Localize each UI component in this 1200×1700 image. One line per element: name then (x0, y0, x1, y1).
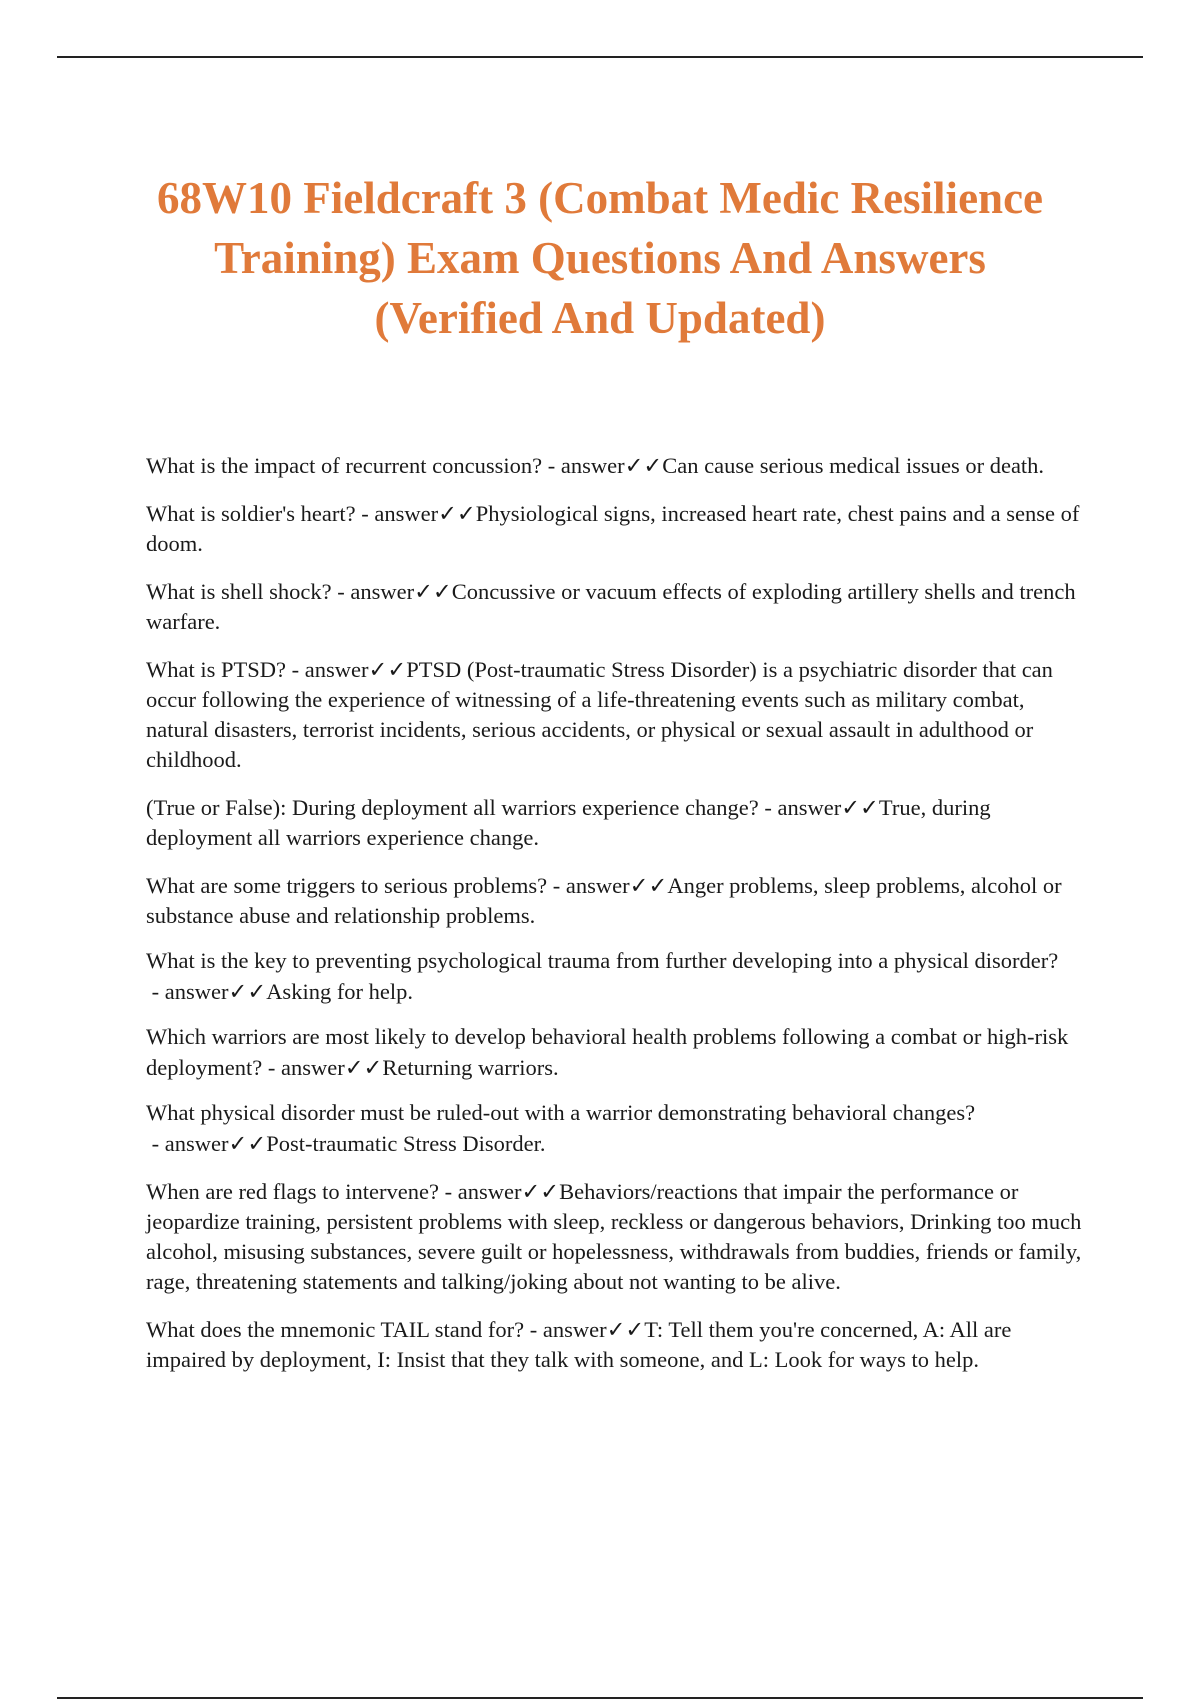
answer-text: Returning warriors. (382, 1055, 559, 1080)
qa-item (146, 1177, 1086, 1297)
qa-item (146, 945, 1086, 1007)
qa-item (146, 451, 1086, 481)
question-text: What are some triggers to serious problems? (146, 873, 548, 898)
checkmark-icon: ✓✓ (521, 1179, 560, 1204)
checkmark-icon: ✓✓ (368, 657, 407, 682)
answer-text: Post-traumatic Stress Disorder. (266, 1131, 546, 1156)
checkmark-icon: ✓✓ (841, 795, 879, 820)
answer-text: PTSD (Post-traumatic Stress Disorder) is a psychiatric disorder that can occur following the experience of witnessing of a life-threatening events such as military combat, natural disasters, terrorist incidents, serious accidents, or physical or sexual assault in adulthood or childhood. (146, 657, 1053, 772)
question-text: What is soldier's heart? (146, 501, 356, 526)
answer-text: True, during deployment all warriors experience change. (146, 795, 991, 850)
answer-text: Anger problems, sleep problems, alcohol or substance abuse and relationship problems. (146, 873, 1062, 928)
bottom-rule (57, 1697, 1143, 1699)
answer-text: Concussive or vacuum effects of exploding artillery shells and trench warfare. (146, 579, 1076, 634)
qa-item (146, 577, 1086, 637)
checkmark-icon: ✓✓ (629, 873, 668, 898)
question-text: What is the key to preventing psychological trauma from further developing into a physical disorder? (146, 948, 1059, 973)
question-text: Which warriors are most likely to develop behavioral health problems following a combat or high-risk deployment? (146, 1024, 1069, 1080)
answer-text: T: Tell them you're concerned, A: All are impaired by deployment, I: Insist that they talk with someone, and L: Look for ways to help. (146, 1317, 1012, 1372)
answer-text: Physiological signs, increased heart rate, chest pains and a sense of doom. (146, 501, 1080, 556)
question-text: When are red flags to intervene? (146, 1179, 439, 1204)
answer-separator: - answer (547, 873, 630, 898)
question-text: What does the mnemonic TAIL stand for? (146, 1317, 525, 1342)
document-title: 68W10 Fieldcraft 3 (Combat Medic Resilience Training) Exam Questions And Answers (Verified And Updated) (156, 173, 1044, 343)
answer-separator: - answer (524, 1317, 607, 1342)
answer-separator: - answer (438, 1179, 522, 1204)
qa-item (146, 499, 1086, 559)
checkmark-icon: ✓✓ (228, 1131, 267, 1156)
answer-text: Behaviors/reactions that impair the performance or jeopardize training, persistent problems with sleep, reckless or dangerous behaviors, Drinking too much alcohol, misusing substances, severe guilt or hopelessness, withdrawals from buddies, friends or family, rage, threatening statements and talking/joking about not wanting to be alive. (146, 1179, 1082, 1294)
answer-separator: - answer (758, 795, 842, 820)
checkmark-icon: ✓✓ (228, 979, 267, 1004)
checkmark-icon: ✓✓ (438, 501, 476, 526)
answer-separator: - answer (262, 1055, 345, 1080)
checkmark-icon: ✓✓ (414, 579, 452, 604)
question-text: (True or False): During deployment all warriors experience change? (146, 795, 759, 820)
answer-separator: - answer (331, 579, 415, 604)
qa-list (146, 451, 1086, 1375)
answer-text: Can cause serious medical issues or death. (662, 453, 1045, 478)
checkmark-icon: ✓✓ (344, 1055, 383, 1080)
question-text: What is the impact of recurrent concussion? (146, 453, 543, 478)
answer-text: Asking for help. (266, 979, 414, 1004)
qa-item (146, 655, 1086, 775)
answer-separator: - answer (146, 1131, 229, 1156)
qa-item (146, 1097, 1086, 1159)
question-text: What physical disorder must be ruled-out with a warrior demonstrating behavioral changes? (146, 1100, 976, 1125)
answer-separator: - answer (146, 979, 229, 1004)
checkmark-icon: ✓✓ (606, 1317, 645, 1342)
answer-separator: - answer (355, 501, 439, 526)
qa-item (146, 1315, 1086, 1375)
qa-item (146, 1021, 1086, 1083)
qa-item (146, 793, 1086, 853)
question-text: What is PTSD? (146, 657, 286, 682)
answer-separator: - answer (542, 453, 625, 478)
top-rule (57, 56, 1143, 58)
checkmark-icon: ✓✓ (624, 453, 663, 478)
question-text: What is shell shock? (146, 579, 332, 604)
qa-item (146, 871, 1086, 931)
answer-separator: - answer (286, 657, 369, 682)
